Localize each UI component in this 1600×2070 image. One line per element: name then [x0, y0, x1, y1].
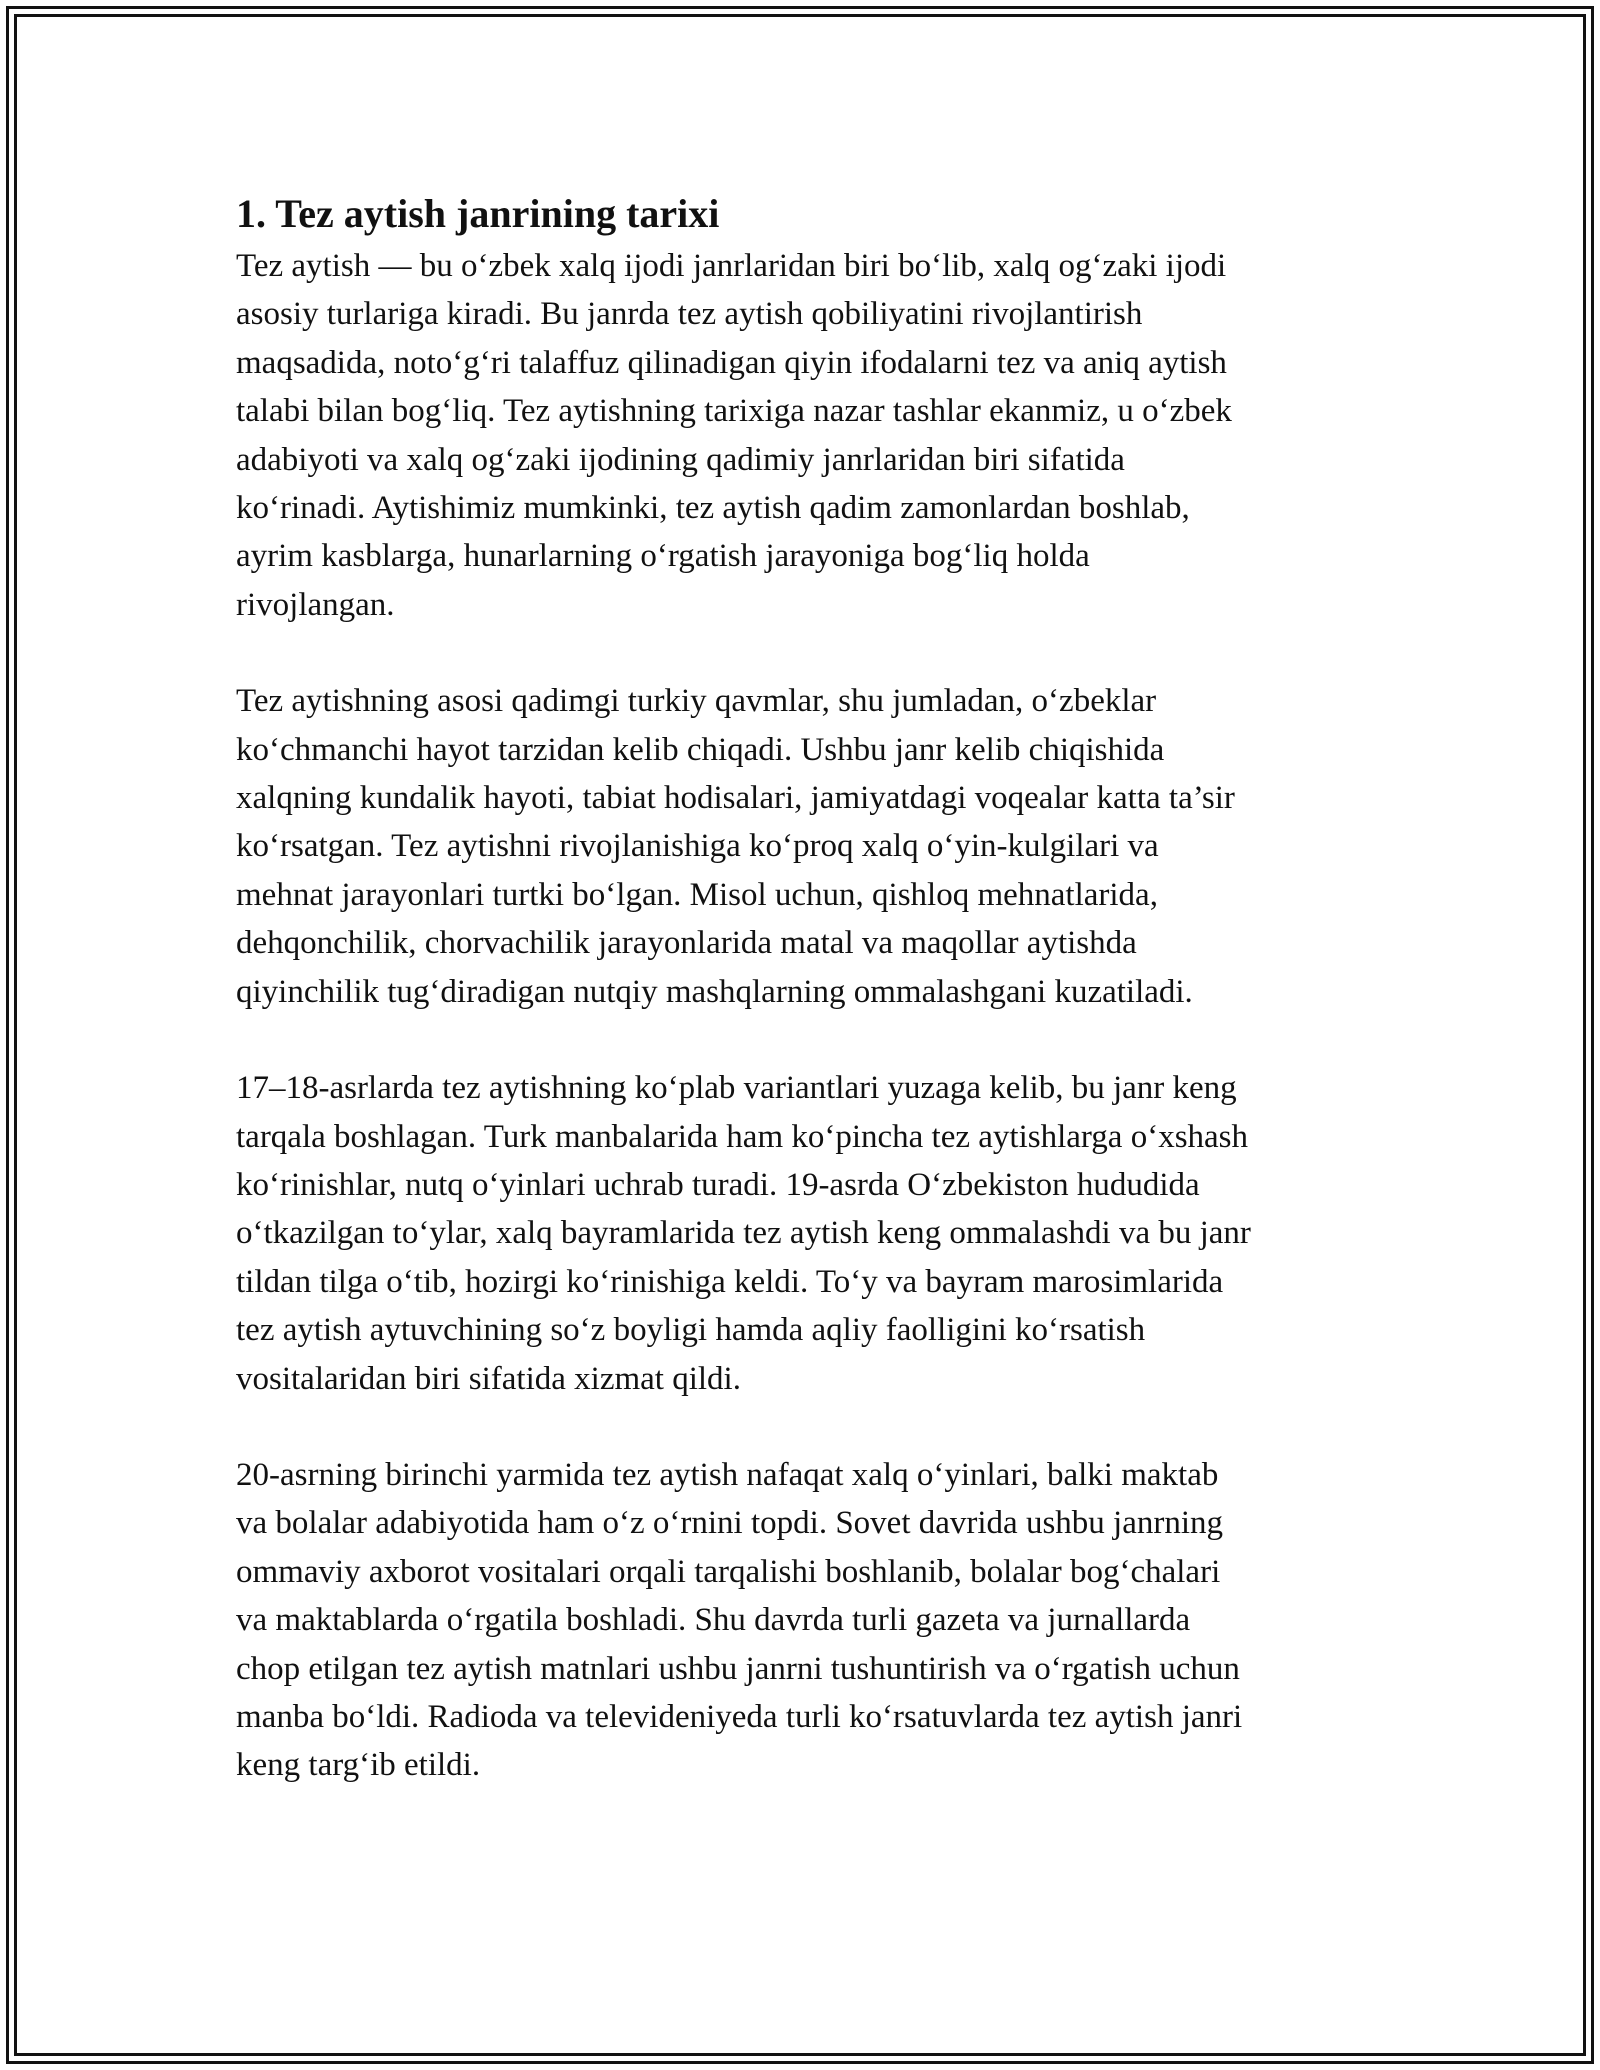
section-heading: 1. Tez aytish janrining tarixi	[236, 191, 720, 236]
text-line: Tez aytish — bu oʻzbek xalq ijodi janrlaridan biri boʻlib, xalq ogʻzaki ijodi	[236, 248, 1227, 284]
paragraphs-container	[236, 242, 1376, 1790]
text-line: ommaviy axborot vositalari orqali tarqalishi boshlanib, bolalar bogʻchalari	[236, 1553, 1221, 1590]
text-line: asosiy turlariga kiradi. Bu janrda tez aytish qobiliyatini rivojlantirish	[236, 296, 1143, 333]
text-line: xalqning kundalik hayoti, tabiat hodisalari, jamiyatdagi voqealar katta ta’sir	[236, 780, 1235, 817]
text-line: koʻchmanchi hayot tarzidan kelib chiqadi. Ushbu janr kelib chiqishida	[236, 731, 1165, 768]
text-line: tarqala boshlagan. Turk manbalarida ham koʻpincha tez aytishlarga oʻxshash	[236, 1118, 1249, 1155]
text-line: va bolalar adabiyotida ham oʻz oʻrnini topdi. Sovet davrida ushbu janrning	[236, 1505, 1224, 1542]
text-line: dehqonchilik, chorvachilik jarayonlarida matal va maqollar aytishda	[236, 925, 1137, 962]
text-line: ayrim kasblarga, hunarlarning oʻrgatish jarayoniga bogʻliq holda	[236, 538, 1090, 575]
text-line: talabi bilan bogʻliq. Tez aytishning tarixiga nazar tashlar ekanmiz, u oʻzbek	[236, 393, 1232, 430]
document-body	[236, 186, 1376, 1790]
text-line: keng targʻib etildi.	[236, 1747, 481, 1784]
text-line: tez aytish aytuvchining soʻz boyligi hamda aqliy faolligini koʻrsatish	[236, 1312, 1146, 1349]
text-line: 20-asrning birinchi yarmida tez aytish nafaqat xalq oʻyinlari, balki maktab	[236, 1456, 1219, 1493]
text-line: koʻrsatgan. Tez aytishni rivojlanishiga koʻproq xalq oʻyin-kulgilari va	[236, 828, 1159, 865]
text-line: koʻrinadi. Aytishimiz mumkinki, tez aytish qadim zamonlardan boshlab,	[236, 490, 1190, 527]
paragraph-2	[236, 677, 1376, 1016]
text-line: 17–18-asrlarda tez aytishning koʻplab variantlari yuzaga kelib, bu janr keng	[236, 1070, 1237, 1107]
text-line: chop etilgan tez aytish matnlari ushbu janrni tushuntirish va oʻrgatish uchun	[236, 1650, 1240, 1687]
text-line: qiyinchilik tugʻdiradigan nutqiy mashqlarning ommalashgani kuzatiladi.	[236, 973, 1193, 1010]
text-line: tildan tilga oʻtib, hozirgi koʻrinishiga keldi. Toʻy va bayram marosimlarida	[236, 1263, 1224, 1300]
text-line: va maktablarda oʻrgatila boshladi. Shu davrda turli gazeta va jurnallarda	[236, 1602, 1191, 1639]
text-line: vositalaridan biri sifatida xizmat qildi.	[236, 1360, 741, 1397]
text-line: adabiyoti va xalq ogʻzaki ijodining qadimiy janrlaridan biri sifatida	[236, 441, 1125, 478]
text-line: Tez aytishning asosi qadimgi turkiy qavmlar, shu jumladan, oʻzbeklar	[236, 683, 1157, 720]
text-line: maqsadida, notoʻgʻri talaffuz qilinadigan qiyin ifodalarni tez va aniq aytish	[236, 344, 1227, 381]
text-line: koʻrinishlar, nutq oʻyinlari uchrab turadi. 19-asrda Oʻzbekiston hududida	[236, 1166, 1200, 1203]
text-line: rivojlangan.	[236, 586, 395, 623]
paragraph-4	[236, 1451, 1376, 1790]
paragraph-3	[236, 1064, 1376, 1403]
text-line: manba boʻldi. Radioda va televideniyeda turli koʻrsatuvlarda tez aytish janri	[236, 1698, 1243, 1735]
paragraph-1	[236, 242, 1376, 629]
text-line: mehnat jarayonlari turtki boʻlgan. Misol uchun, qishloq mehnatlarida,	[236, 876, 1158, 913]
text-line: oʻtkazilgan toʻylar, xalq bayramlarida tez aytish keng ommalashdi va bu janr	[236, 1215, 1251, 1252]
